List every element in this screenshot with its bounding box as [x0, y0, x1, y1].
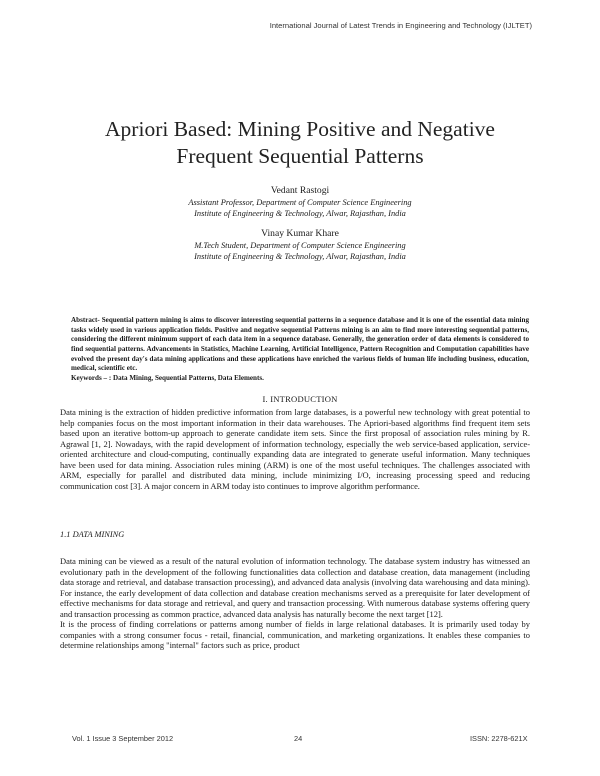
footer-issn: ISSN: 2278-621X [470, 734, 528, 743]
abstract-text: Abstract- Sequential pattern mining is aims to discover interesting sequential patterns in a sequence database and it is one of the essential data mining tasks widely used in various application fields. Positive and negative sequential Patterns mining is an aim to find more interesting sequential patterns, considering the different minimum support of each data item in a sequence database. Generally, the generation order of data elements is considered to find sequential patterns. Advancements in Statistics, Machine Learning, Artificial Intelligence, Pattern Recognition and Computation capabilities have evolved the present day's data mining applications and these applications have enriched the various fields of human life including business, education, medical, scientific etc. [71, 316, 529, 373]
data-mining-section [60, 556, 530, 651]
paper-title [40, 116, 560, 170]
journal-header: International Journal of Latest Trends in Engineering and Technology (IJLTET) [269, 21, 532, 30]
paragraph-text: It is the process of finding correlations or patterns among number of fields in large relational databases. It is primarily used today by companies with a strong consumer focus - retail, financial, communication, and marketing organizations. It enables these companies to determine relationships among "internal" factors such as price, product [60, 619, 530, 651]
footer-page-number: 24 [294, 734, 303, 743]
subsection-heading-data-mining: 1.1 DATA MINING [60, 530, 125, 539]
author-position: Assistant Professor, Department of Computer Science Engineering [188, 198, 412, 207]
introduction-paragraph [60, 407, 530, 491]
author-block-1 [40, 185, 560, 219]
paper-title-line-1: Apriori Based: Mining Positive and Negative [105, 117, 495, 141]
paper-title-line-2: Frequent Sequential Patterns [176, 144, 424, 168]
author-block-2 [40, 228, 560, 262]
author-name: Vinay Kumar Khare [261, 228, 339, 239]
author-name: Vedant Rastogi [270, 185, 330, 196]
paragraph-text: Data mining can be viewed as a result of the natural evolution of information technology. The database system industry has witnessed an evolutionary path in the development of the following functionalities data collection and database creation, data management (including data storage and retrieval, and database transaction processing), and advanced data analysis (involving data warehousing and data mining). For instance, the early development of data collection and database creation mechanisms served as a prerequisite for later development of effective mechanisms for data storage and retrieval, and query and transaction processing. With numerous database systems offering query and transaction processing as common practice, advanced data analysis has naturally become the next target [12]. [60, 556, 530, 619]
paragraph-text: Data mining is the extraction of hidden predictive information from large databases, is a powerful new technology with great potential to help companies focus on the most important information in their data warehouses. The Apriori-based algorithms find frequent item sets based upon an iterative bottom-up approach to generate candidate item sets. Since the first proposal of association rules mining by R. Agrawal [1, 2]. Nowadays, with the rapid development of information technology, especially the web service-based application, service-oriented architecture and cloud-computing, continually expanding data are integrated to generate useful information. Many techniques have been used for data mining. Association rules mining (ARM) is one of the most useful techniques. The challenges associated with ARM, especially for parallel and distributed data mining, include minimizing I/O, increasing processing speed and reducing communication cost [3]. A major concern in ARM today isto continues to improve algorithm performance. [60, 407, 530, 491]
author-institute: Institute of Engineering & Technology, Alwar, Rajasthan, India [194, 209, 406, 218]
keywords: Keywords – : Data Mining, Sequential Patterns, Data Elements. [71, 373, 264, 382]
author-institute: Institute of Engineering & Technology, Alwar, Rajasthan, India [194, 252, 406, 261]
abstract [71, 316, 529, 384]
author-position: M.Tech Student, Department of Computer Science Engineering [194, 241, 406, 250]
section-heading-introduction: I. INTRODUCTION [262, 394, 338, 404]
footer-volume: Vol. 1 Issue 3 September 2012 [72, 734, 174, 743]
